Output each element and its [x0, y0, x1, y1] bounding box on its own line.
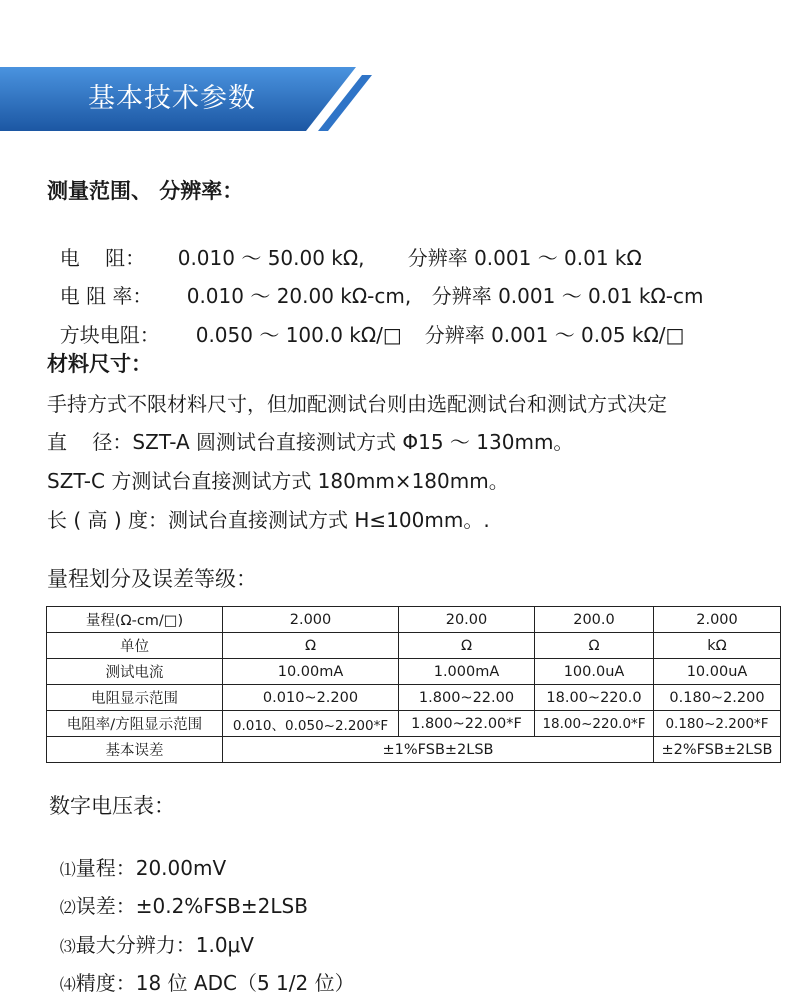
table-cell: 单位 [47, 633, 223, 659]
material-line: SZT-C 方测试台直接测试方式 180mm×180mm。 [47, 469, 509, 493]
table-cell: 0.180~2.200 [654, 685, 781, 711]
table-header-row [47, 607, 781, 633]
range-heading: 测量范围、 分辨率： [47, 179, 244, 203]
material-line: 直 径：SZT-A 圆测试台直接测试方式 Φ15 ～ 130mm。 [47, 430, 574, 454]
item-text: 精度：18 位 ADC（5 1/2 位） [75, 971, 355, 995]
table-cell: ±1%FSB±2LSB [223, 737, 654, 763]
table-cell: Ω [223, 633, 399, 659]
table-cell: Ω [399, 633, 535, 659]
table-cell: 20.00 [399, 607, 535, 633]
range-value: 0.010 ～ 50.00 kΩ, [177, 246, 365, 270]
table-cell: 0.010、0.050~2.200*F [223, 711, 399, 737]
material-line: 手持方式不限材料尺寸，但加配测试台则由选配测试台和测试方式决定 [47, 392, 667, 416]
item-text: 误差：±0.2%FSB±2LSB [75, 894, 308, 918]
range-value: 0.010 ～ 20.00 kΩ-cm, [186, 284, 412, 308]
table-cell: kΩ [654, 633, 781, 659]
range-label: 电 阻： [59, 246, 146, 270]
table-cell: 10.00uA [654, 659, 781, 685]
table-cell: 电阻率/方阻显示范围 [47, 711, 223, 737]
table-row [47, 711, 781, 737]
voltmeter-heading: 数字电压表： [49, 794, 175, 818]
table-cell: 0.180~2.200*F [654, 711, 781, 737]
table-cell: 2.000 [223, 607, 399, 633]
table-cell: 1.000mA [399, 659, 535, 685]
table-cell: 0.010~2.200 [223, 685, 399, 711]
table-row [47, 659, 781, 685]
range-row-sheet [47, 293, 684, 349]
table-row [47, 737, 781, 763]
table-cell: 电阻显示范围 [47, 685, 223, 711]
table-cell: 2.000 [654, 607, 781, 633]
range-resolution: 分辨率 0.001 ～ 0.05 kΩ/□ [424, 323, 685, 347]
table-row [47, 685, 781, 711]
table-cell: ±2%FSB±2LSB [654, 737, 781, 763]
table-cell: 18.00~220.0 [535, 685, 654, 711]
table-cell: 1.800~22.00*F [399, 711, 535, 737]
page-title: 基本技术参数 [88, 83, 256, 114]
item-index: ⑵ [59, 898, 76, 917]
range-resolution: 分辨率 0.001 ～ 0.01 kΩ-cm [431, 284, 704, 308]
material-line: 长 ( 高 ) 度：测试台直接测试方式 H≤100mm。. [47, 508, 490, 532]
table-cell: Ω [535, 633, 654, 659]
table-cell: 1.800~22.00 [399, 685, 535, 711]
table-heading: 量程划分及误差等级： [47, 567, 257, 591]
range-resolution: 分辨率 0.001 ～ 0.01 kΩ [407, 246, 642, 270]
range-label: 方块电阻： [59, 323, 160, 347]
item-index: ⑷ [59, 975, 76, 994]
table-cell: 200.0 [535, 607, 654, 633]
voltmeter-item [47, 941, 355, 999]
item-index: ⑴ [59, 860, 76, 879]
item-text: 最大分辨力：1.0μV [75, 933, 254, 957]
section-banner [0, 67, 372, 131]
table-cell: 100.0uA [535, 659, 654, 685]
table-cell: 量程(Ω-cm/□) [47, 607, 223, 633]
material-heading: 材料尺寸： [47, 352, 152, 376]
range-value: 0.050 ～ 100.0 kΩ/□ [195, 323, 402, 347]
table-cell: 基本误差 [47, 737, 223, 763]
table-cell: 测试电流 [47, 659, 223, 685]
item-index: ⑶ [59, 937, 76, 956]
range-label: 电 阻 率： [59, 284, 153, 308]
table-row [47, 633, 781, 659]
range-table [46, 606, 781, 763]
table-cell: 18.00~220.0*F [535, 711, 654, 737]
item-text: 量程：20.00mV [75, 856, 227, 880]
table-cell: 10.00mA [223, 659, 399, 685]
